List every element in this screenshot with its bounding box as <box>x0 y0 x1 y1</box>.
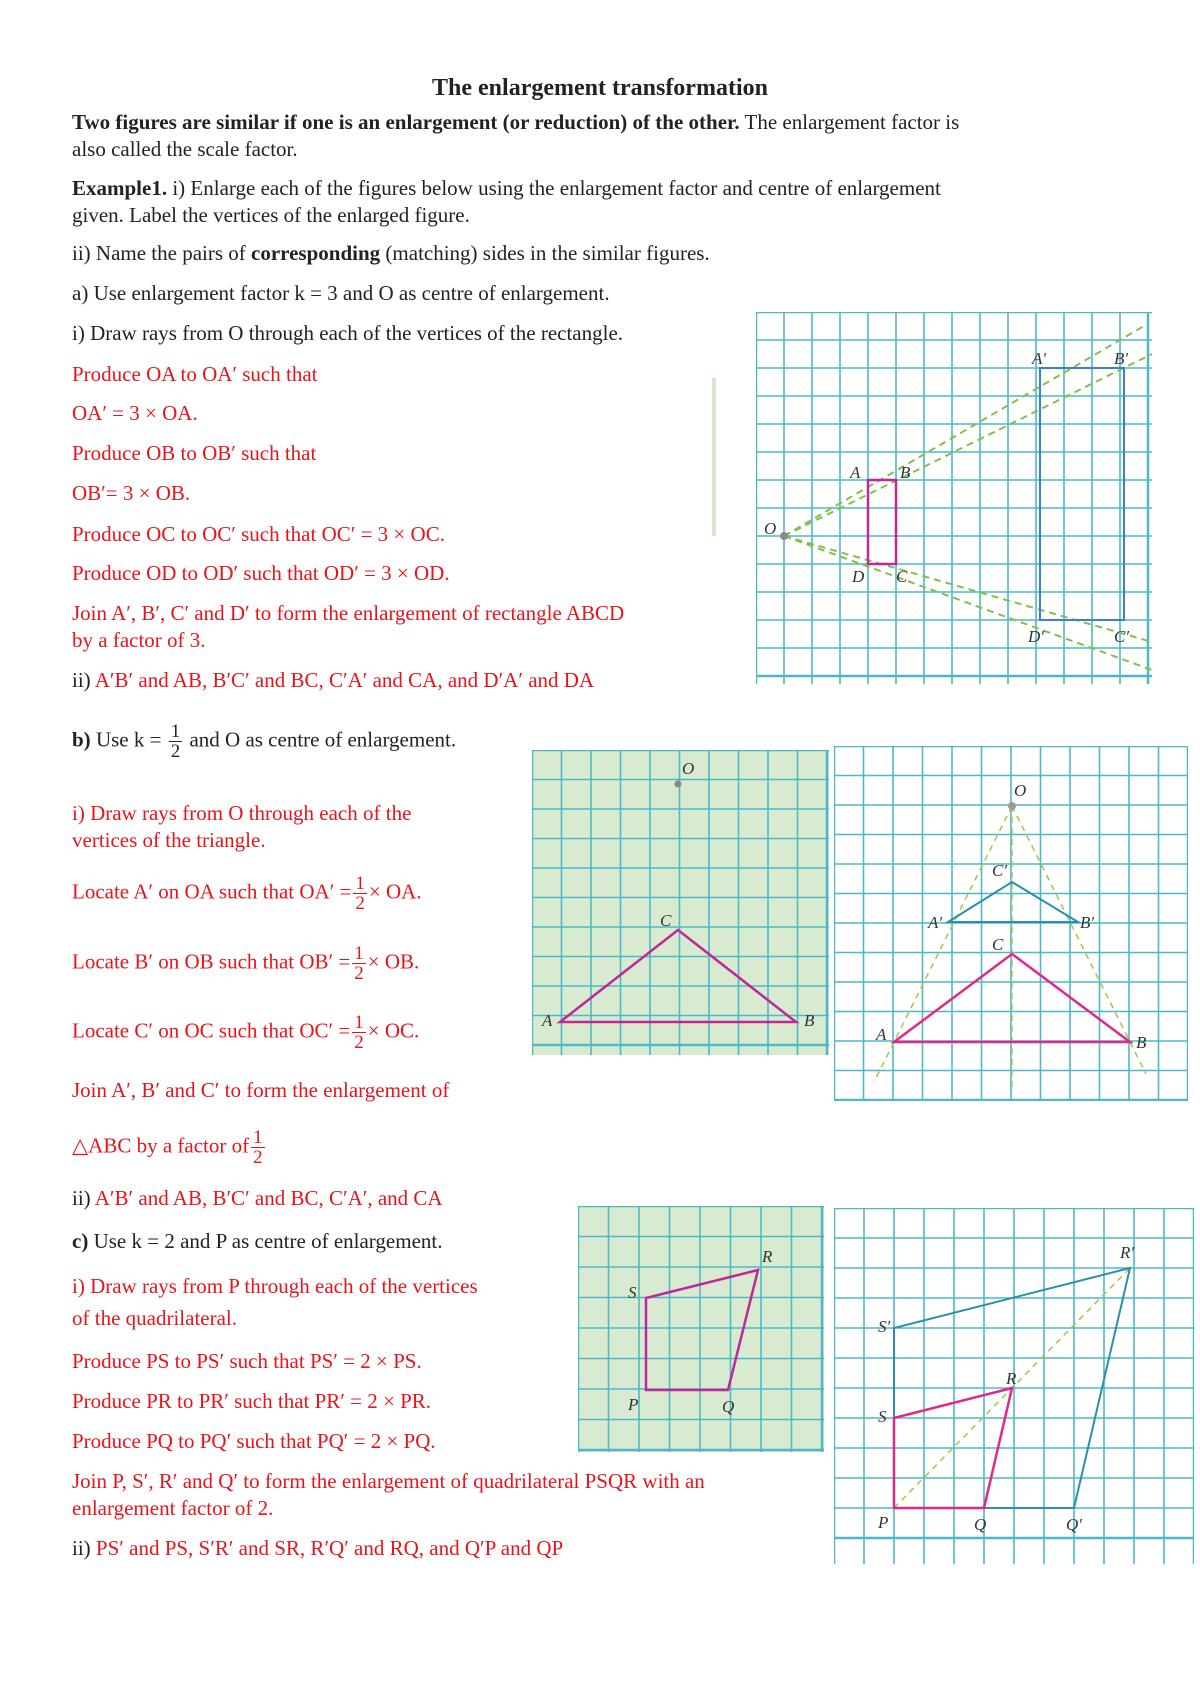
part-a-use: a) Use enlargement factor k = 3 and O as centre of enlargement. <box>72 281 610 305</box>
label-p: P <box>628 1395 639 1414</box>
fraction-half <box>353 874 367 913</box>
part-a-rays: i) Draw rays from O through each of the vertices of the rectangle. <box>72 321 624 345</box>
part-a-step: by a factor of 3. <box>72 628 206 652</box>
diagram-c-quadrilateral-original <box>578 1206 824 1452</box>
grid <box>834 746 1188 1101</box>
ray-b <box>1012 806 1146 1074</box>
part-a-step: OA′ = 3 × OA. <box>72 401 198 425</box>
label-c: C <box>660 911 672 930</box>
part-c-step: Join P, S′, R′ and Q′ to form the enlargement of quadrilateral PSQR with an <box>72 1469 705 1493</box>
label-r: R <box>762 1247 773 1266</box>
label-p: P <box>878 1513 889 1532</box>
part-c-ii-lead: ii) <box>72 1536 96 1560</box>
label-a-prime: A′ <box>1032 349 1047 368</box>
part-b-locate-a <box>72 874 422 913</box>
label-c-prime: C′ <box>992 861 1008 880</box>
diagram-b-triangle-original <box>532 750 829 1055</box>
part-b-join: Join A′, B′ and C′ to form the enlargement of <box>72 1078 450 1102</box>
part-a-step: Join A′, B′, C′ and D′ to form the enlargement of rectangle ABCD <box>72 601 625 625</box>
label-d-prime: D′ <box>1028 627 1044 646</box>
part-c-label: c) <box>72 1229 89 1253</box>
label-r-prime: R′ <box>1120 1243 1135 1262</box>
example-ii-bold: corresponding <box>251 241 381 265</box>
part-a-ii-answer: A′B′ and AB, B′C′ and BC, C′A′ and CA, and D′A′ and DA <box>94 668 595 692</box>
part-c-ii-answer: PS′ and PS, S′R′ and SR, R′Q′ and RQ, and Q′P and QP <box>95 1536 564 1560</box>
page-title: The enlargement transformation <box>432 75 768 101</box>
part-c-step: Produce PR to PR′ such that PR′ = 2 × PR. <box>72 1389 431 1413</box>
label-a-prime: A′ <box>928 913 943 932</box>
part-b-join-2 <box>72 1128 267 1167</box>
part-b-label: b) <box>72 727 91 752</box>
part-a-step: Produce OD to OD′ such that OD′ = 3 × OD. <box>72 561 450 585</box>
intro-rest: The enlargement factor is <box>739 110 960 134</box>
locate-c-text: Locate C′ on OC such that OC′ = <box>72 1018 351 1043</box>
part-c-step: Produce PQ to PQ′ such that PQ′ = 2 × PQ. <box>72 1429 436 1453</box>
part-c-rays: of the quadrilateral. <box>72 1306 238 1330</box>
part-a-step: Produce OC to OC′ such that OC′ = 3 × OC. <box>72 522 445 546</box>
label-q: Q <box>974 1515 987 1534</box>
example-ii-post: (matching) sides in the similar figures. <box>380 241 710 265</box>
example-text: i) Enlarge each of the figures below using the enlargement factor and centre of enlargement <box>167 176 941 200</box>
label-q: Q <box>722 1397 735 1416</box>
part-a-step: Produce OA to OA′ such that <box>72 362 318 386</box>
part-b-ii <box>72 1185 443 1212</box>
part-c-use <box>72 1228 442 1255</box>
centre-o <box>780 532 788 540</box>
label-a: A <box>850 463 861 482</box>
example-ii-pre: ii) Name the pairs of <box>72 241 252 265</box>
triangle-image <box>948 882 1078 922</box>
ray-a <box>784 326 1144 536</box>
locate-b-text: Locate B′ on OB such that OB′ = <box>72 949 351 974</box>
label-c: C <box>992 935 1004 954</box>
join-2-text: △ABC by a factor of <box>72 1133 250 1158</box>
label-d: D <box>852 567 865 586</box>
divider <box>712 378 716 536</box>
part-b-rays: vertices of the triangle. <box>72 828 266 852</box>
part-b-ii-answer: A′B′ and AB, B′C′ and BC, C′A′, and CA <box>94 1186 443 1210</box>
label-s-prime: S′ <box>878 1317 891 1336</box>
part-b-rays: i) Draw rays from O through each of the <box>72 801 412 825</box>
fraction-denominator: 2 <box>170 741 181 762</box>
fraction-numerator: 1 <box>170 721 181 742</box>
label-o: O <box>1014 781 1027 800</box>
locate-b-post: × OB. <box>367 949 420 974</box>
fraction-half <box>352 1013 366 1052</box>
part-b-use <box>72 722 456 761</box>
label-s: S <box>628 1283 637 1302</box>
centre-o <box>1008 802 1016 810</box>
example-label: Example1. <box>72 176 168 200</box>
example-ii <box>72 240 710 267</box>
fraction-denominator: 2 <box>354 963 364 984</box>
label-b-prime: B′ <box>1080 913 1095 932</box>
example-line-2: given. Label the vertices of the enlarged figure. <box>72 203 470 227</box>
fraction-denominator: 2 <box>354 1032 364 1053</box>
part-a-step: Produce OB to OB′ such that <box>72 441 317 465</box>
part-c-use-text: Use k = 2 and P as centre of enlargement. <box>88 1229 443 1253</box>
centre-o <box>675 781 682 788</box>
rectangle-image <box>1040 368 1124 620</box>
label-b-prime: B′ <box>1114 349 1129 368</box>
part-a-ii <box>72 667 594 694</box>
intro-line-2: also called the scale factor. <box>72 137 298 161</box>
part-b-use-post: and O as centre of enlargement. <box>184 727 457 752</box>
rays <box>874 806 1146 1088</box>
label-a: A <box>542 1011 553 1030</box>
label-a: A <box>876 1025 887 1044</box>
grid <box>578 1206 824 1452</box>
label-b: B <box>804 1011 815 1030</box>
quadrilateral-psqr <box>646 1270 758 1390</box>
fraction-denominator: 2 <box>253 1147 263 1168</box>
part-a-step: OB′= 3 × OB. <box>72 481 191 505</box>
diagram-c-quadrilateral-enlargement <box>834 1208 1194 1564</box>
fraction-numerator: 1 <box>355 873 365 894</box>
fraction-half <box>251 1128 265 1167</box>
locate-a-text: Locate A′ on OA such that OA′ = <box>72 879 352 904</box>
part-c-ii <box>72 1535 563 1562</box>
label-r: R <box>1006 1369 1017 1388</box>
intro-bold: Two figures are similar if one is an enlargement (or reduction) of the other. <box>72 110 740 134</box>
part-b-locate-c <box>72 1013 419 1052</box>
fraction-denominator: 2 <box>355 893 365 914</box>
label-o: O <box>764 519 777 538</box>
fraction-numerator: 1 <box>354 943 364 964</box>
triangle-abc <box>560 930 796 1022</box>
part-c-rays: i) Draw rays from P through each of the vertices <box>72 1274 478 1298</box>
example-line <box>72 175 941 202</box>
label-s: S <box>878 1407 887 1426</box>
label-c: C <box>896 567 908 586</box>
diagram-a-rectangle-enlargement <box>756 312 1152 684</box>
fraction-numerator: 1 <box>354 1012 364 1033</box>
locate-a-post: × OA. <box>368 879 422 904</box>
part-b-locate-b <box>72 944 419 983</box>
fraction-numerator: 1 <box>253 1127 263 1148</box>
label-o: O <box>682 759 695 778</box>
locate-c-post: × OC. <box>367 1018 420 1043</box>
part-c-step: Produce PS to PS′ such that PS′ = 2 × PS. <box>72 1349 422 1373</box>
diagram-b-triangle-enlargement <box>834 746 1188 1101</box>
label-b: B <box>900 463 911 482</box>
label-b: B <box>1136 1033 1147 1052</box>
part-b-ii-lead: ii) <box>72 1186 95 1210</box>
intro-line <box>72 109 959 136</box>
part-c-step: enlargement factor of 2. <box>72 1496 274 1520</box>
part-a-ii-lead: ii) <box>72 668 95 692</box>
label-c-prime: C′ <box>1114 627 1130 646</box>
fraction-half <box>169 722 183 761</box>
fraction-half <box>352 944 366 983</box>
label-q-prime: Q′ <box>1066 1515 1082 1534</box>
part-b-use-pre: Use k = <box>90 727 167 752</box>
